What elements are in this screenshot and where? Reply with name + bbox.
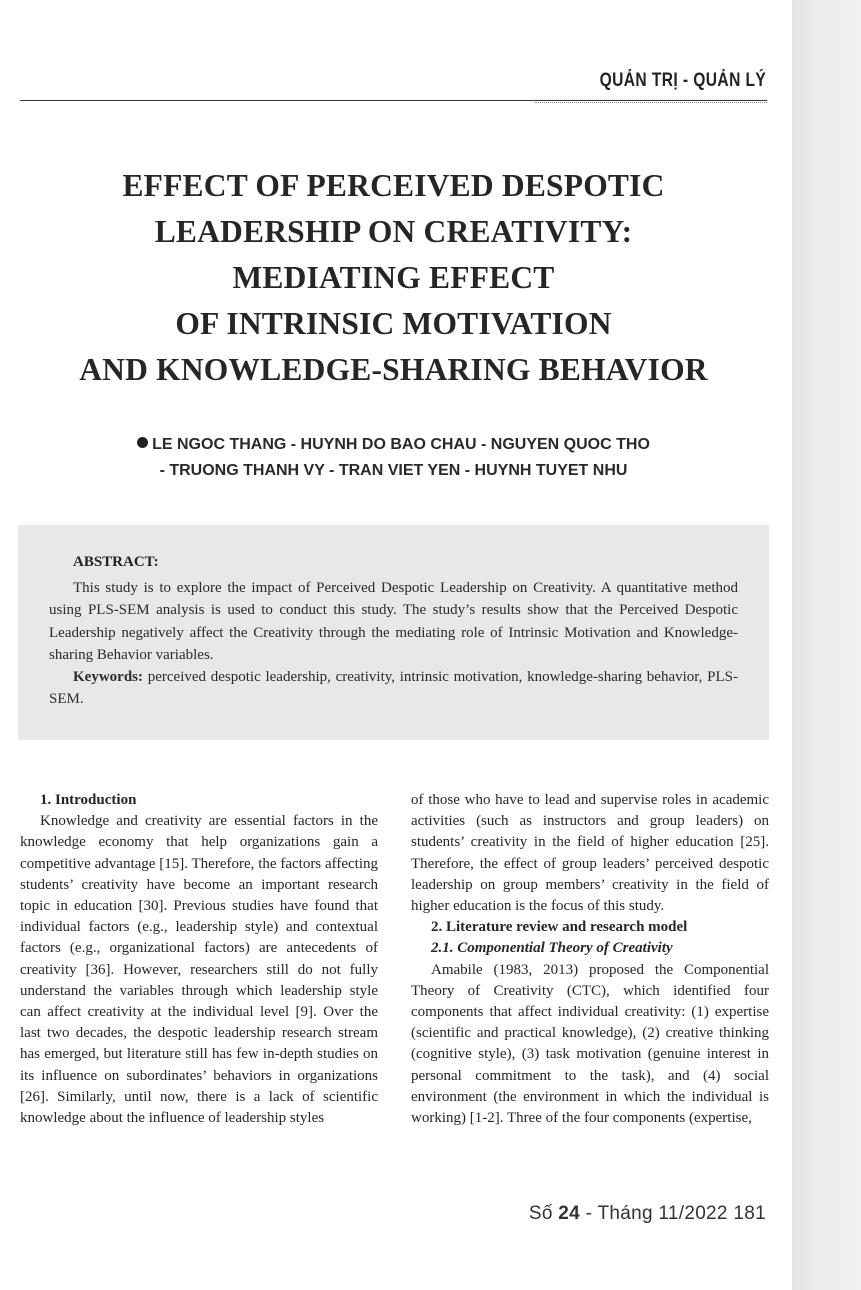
issue-prefix: Số bbox=[528, 1203, 553, 1224]
issue-number: 24 bbox=[558, 1203, 581, 1224]
page-footer bbox=[529, 1203, 766, 1225]
bullet-icon bbox=[137, 437, 148, 448]
header-rule bbox=[20, 100, 767, 101]
section-1-continued: of those who have to lead and supervise roles in academic activities (such as instructors and group leaders) on students’ creativity in the field of higher education [25]. Therefore, the effect of group leaders’ perceived despotic leadership on group members’ creativity in the field of higher education is the focus of this study. bbox=[411, 792, 769, 915]
section-2-heading: 2. Literature review and research model bbox=[431, 919, 688, 936]
section-2-1-heading: 2.1. Componential Theory of Creativity bbox=[431, 940, 673, 957]
left-column bbox=[20, 790, 378, 1129]
section-1-heading: 1. Introduction bbox=[40, 792, 137, 808]
header-dotted-rule bbox=[535, 102, 767, 103]
section-2-1-text: Amabile (1983, 2013) proposed the Componential Theory of Creativity (CTC), which identified four components that affect individual creativity: (1) expertise (scientific and practical knowledge), (2) creative thinking (cognitive style), (3) task motivation (genuine interest in personal commitment to the task), and (4) social environment (the environment in which the individual is working) [1-2]. Three of the four components (expertise, bbox=[411, 961, 769, 1127]
title-line: OF INTRINSIC MOTIVATION bbox=[175, 306, 612, 341]
author-list bbox=[20, 432, 767, 484]
keywords-label: Keywords: bbox=[73, 669, 143, 686]
title-line: AND KNOWLEDGE-SHARING BEHAVIOR bbox=[79, 352, 708, 387]
authors-line-1: LE NGOC THANG - HUYNH DO BAO CHAU - NGUYEN QUOC THO bbox=[152, 436, 650, 453]
section-label: QUẢN TRỊ - QUẢN LÝ bbox=[599, 70, 766, 91]
abstract-box bbox=[18, 525, 769, 740]
page-number: 181 bbox=[733, 1203, 766, 1224]
abstract-body: This study is to explore the impact of Perceived Despotic Leadership on Creativity. A quantitative method using PLS-SEM analysis is used to conduct this study. The study’s results show that the Perceived Despotic Leadership negatively affect the Creativity through the mediating role of Intrinsic Motivation and Knowledge-sharing Behavior variables. bbox=[49, 580, 738, 663]
section-2-1-paragraph bbox=[411, 960, 769, 1130]
section-1-text: Knowledge and creativity are essential factors in the knowledge economy that help organizations gain a competitive advantage [15]. Therefore, the factors affecting students’ creativity have become an important research topic in education [30]. Previous studies have found that individual factors (e.g., leadership style) and contextual factors (e.g., organizational factors) are antecedents of creativity [36]. However, researchers still do not fully understand the variables through which leadership style can affect creativity at the individual level [9]. Over the last two decades, the despotic leadership research stream has emerged, but literature still has few in-depth studies on its influence on subordinates’ behaviors in organizations [26]. Similarly, until now, there is a lack of scientific knowledge about the influence of leadership styles bbox=[20, 813, 378, 1127]
section-1-paragraph bbox=[20, 811, 378, 1129]
title-line: LEADERSHIP ON CREATIVITY: bbox=[154, 214, 633, 249]
authors-line-2: - TRUONG THANH VY - TRAN VIET YEN - HUYNH TUYET NHU bbox=[159, 462, 628, 479]
issue-date: - Tháng 11/2022 bbox=[585, 1203, 728, 1224]
article-title bbox=[20, 163, 767, 393]
keywords-text: perceived despotic leadership, creativity, intrinsic motivation, knowledge-sharing behavior, PLS-SEM. bbox=[49, 669, 738, 708]
right-column bbox=[411, 790, 769, 1129]
page-edge-shadow bbox=[792, 0, 861, 1290]
title-line: MEDIATING EFFECT bbox=[232, 260, 555, 295]
abstract-text bbox=[49, 577, 738, 711]
abstract-heading: ABSTRACT: bbox=[73, 554, 159, 570]
title-line: EFFECT OF PERCEIVED DESPOTIC bbox=[122, 168, 665, 203]
